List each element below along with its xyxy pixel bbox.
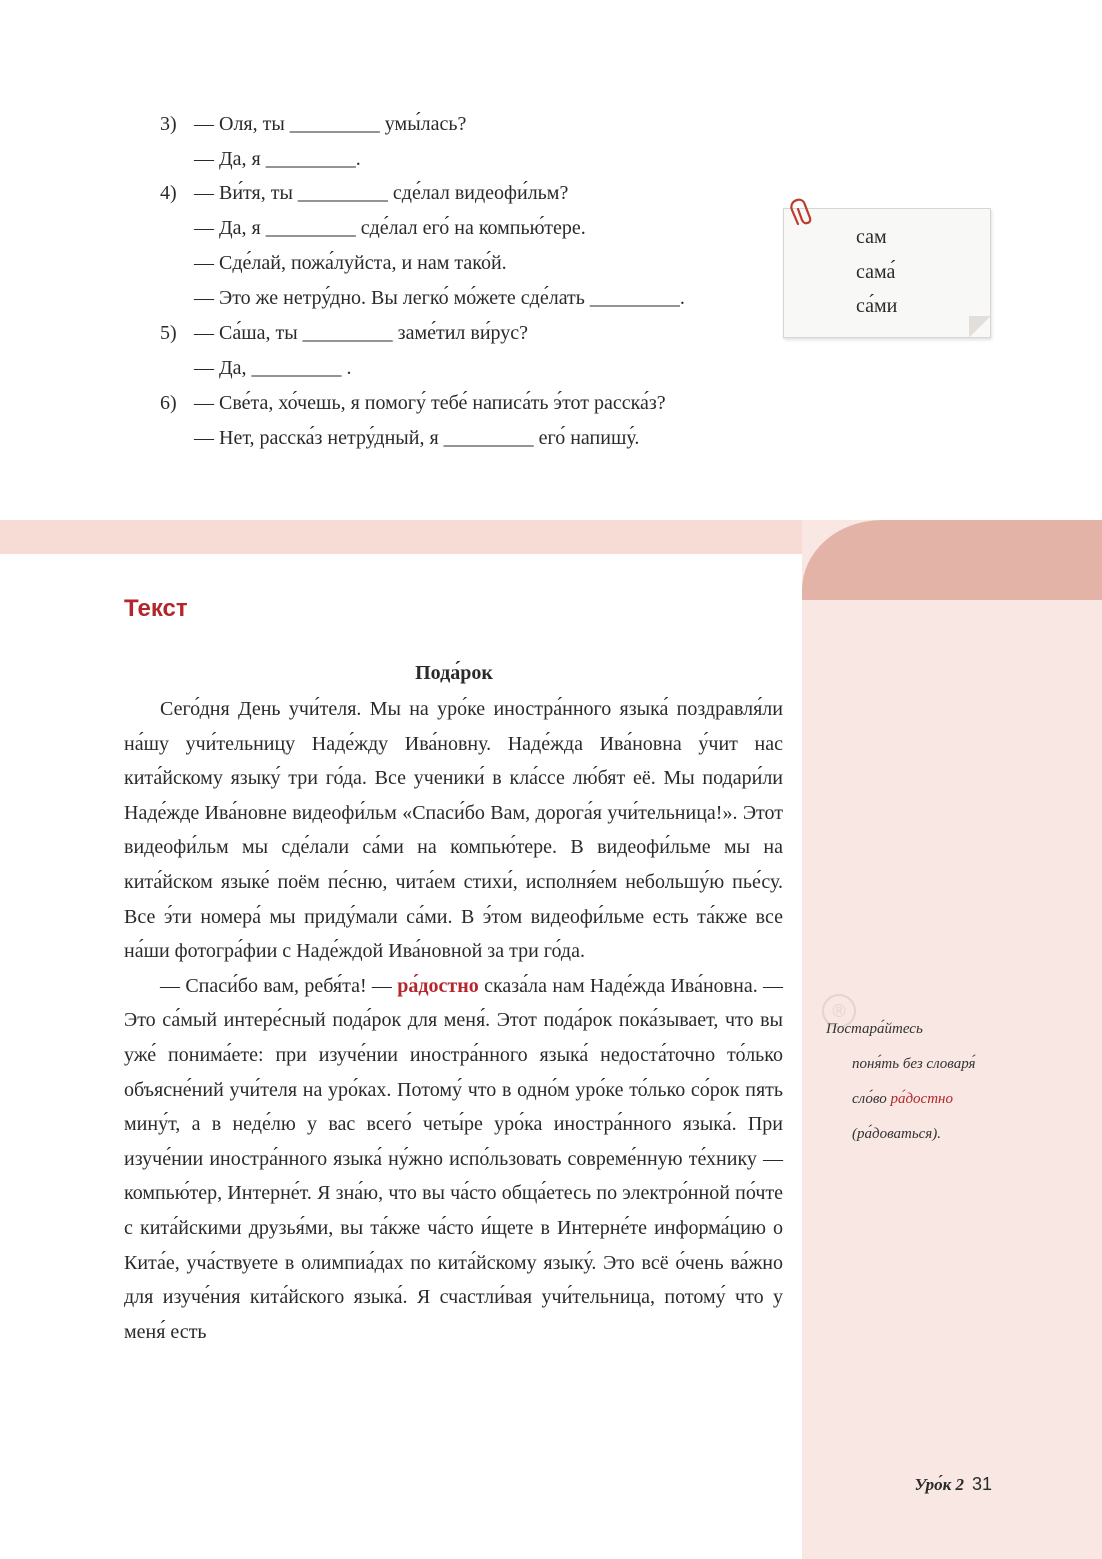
sidebar-tab bbox=[802, 520, 1102, 600]
exercise-text: — Да, я _________ сде́лал его́ на компью́тере. bbox=[194, 217, 586, 239]
exercise-text: — Это же нетру́дно. Вы легко́ мо́жете сде́лать _________. bbox=[194, 287, 685, 309]
word-bank-item: сама́ bbox=[856, 261, 896, 283]
word-bank-item: сам bbox=[856, 226, 887, 248]
side-note-line: (ра́доваться). bbox=[852, 1126, 942, 1142]
lesson-label: Уро́к 2 bbox=[914, 1475, 964, 1494]
side-note-line: Постара́йтесь bbox=[826, 1021, 923, 1037]
side-note bbox=[826, 1012, 1026, 1152]
side-note-line: поня́ть без словаря́ bbox=[852, 1056, 976, 1072]
exercise-number: 5) bbox=[160, 322, 177, 344]
exercise-text: — Сде́лай, пожа́луйста, и нам тако́й. bbox=[194, 252, 507, 274]
exercise-number: 3) bbox=[160, 113, 177, 135]
story-text bbox=[124, 692, 783, 1349]
paragraph-2-rest: сказа́ла нам Наде́жда Ива́новна. — Это са́мый интере́сный пода́рок для меня́. Этот пода́рок пока́зывает, что вы уже́ понима́ете: при изуче́нии иностра́нного языка́ недоста́точно то́лько объясне́ний учи́теля на уро́ках. Потому́ что в одно́м уро́ке то́лько со́рок пять мину́т, а в неде́лю у вас всего́ четы́ре уро́ка иностра́нного языка́. При изуче́нии иностра́нного языка́ ну́жно испо́льзовать совреме́нную те́хнику — компью́тер, Интерне́т. Я зна́ю, что вы ча́сто обща́етесь по электро́нной по́чте с кита́йскими друзья́ми, вы та́кже ча́сто и́щете в Интерне́те информа́цию о Кита́е, уча́ствуете в олимпиа́дах по кита́йскому языку́. Это всё о́чень ва́жно для изуче́ния кита́йского языка́. Я счастли́вая учи́тельница, потому́ что у меня́ есть bbox=[124, 974, 784, 1343]
side-note-text: сло́во bbox=[852, 1091, 887, 1107]
registered-watermark: ® bbox=[822, 994, 856, 1028]
exercise-text: — Са́ша, ты _________ заме́тил ви́рус? bbox=[194, 322, 529, 344]
card-fold bbox=[969, 316, 991, 338]
story-paragraph-2 bbox=[124, 969, 783, 1350]
page-number: 31 bbox=[971, 1474, 992, 1494]
exercise-number: 6) bbox=[160, 392, 177, 414]
exercise-text: — Да, _________ . bbox=[194, 357, 352, 379]
side-note-highlight: ра́достно bbox=[890, 1091, 953, 1107]
exercise-number: 4) bbox=[160, 182, 177, 204]
exercise-text: — Оля, ты _________ умы́лась? bbox=[194, 113, 467, 135]
section-title: Текст bbox=[124, 595, 188, 622]
exercise-text: — Ви́тя, ты _________ сде́лал видеофи́льм? bbox=[194, 182, 569, 204]
story-paragraph-1: Сего́дня День учи́теля. Мы на уро́ке иностра́нного языка́ поздравля́ли на́шу учи́тельницу Наде́жду Ива́новну. Наде́жда Ива́новна у́чит нас кита́йскому языку́ три го́да. Все ученики́ в кла́ссе лю́бят её. Мы подари́ли Наде́жде Ива́новне видеофи́льм «Спаси́бо Вам, дорога́я учи́тельница!». Этот видеофи́льм мы сде́лали са́ми на компью́тере. В видеофи́льме мы на кита́йском языке́ поём пе́сню, чита́ем стихи́, исполня́ем небольшу́ю пье́су. Все э́ти номера́ мы приду́мали са́ми. В э́том видеофи́льме есть та́кже все на́ши фотогра́фии с Наде́ждой Ива́новной за три го́да. bbox=[124, 698, 783, 963]
page-footer bbox=[914, 1474, 992, 1495]
side-note-line bbox=[826, 1082, 1026, 1117]
exercise-text: — Да, я _________. bbox=[194, 148, 361, 170]
paragraph-2-start: — Спаси́бо вам, ребя́та! — bbox=[160, 974, 392, 997]
word-bank-item: са́ми bbox=[856, 295, 898, 317]
exercise-text: — Све́та, хо́чешь, я помогу́ тебе́ написа́ть э́тот расска́з? bbox=[194, 392, 666, 414]
highlighted-word: ра́достно bbox=[397, 974, 479, 997]
section-band bbox=[0, 520, 810, 554]
story-title: Пода́рок bbox=[415, 662, 493, 684]
exercise-text: — Нет, расска́з нетру́дный, я _________ его́ напишу́. bbox=[194, 427, 640, 449]
paperclip-icon bbox=[788, 196, 816, 230]
